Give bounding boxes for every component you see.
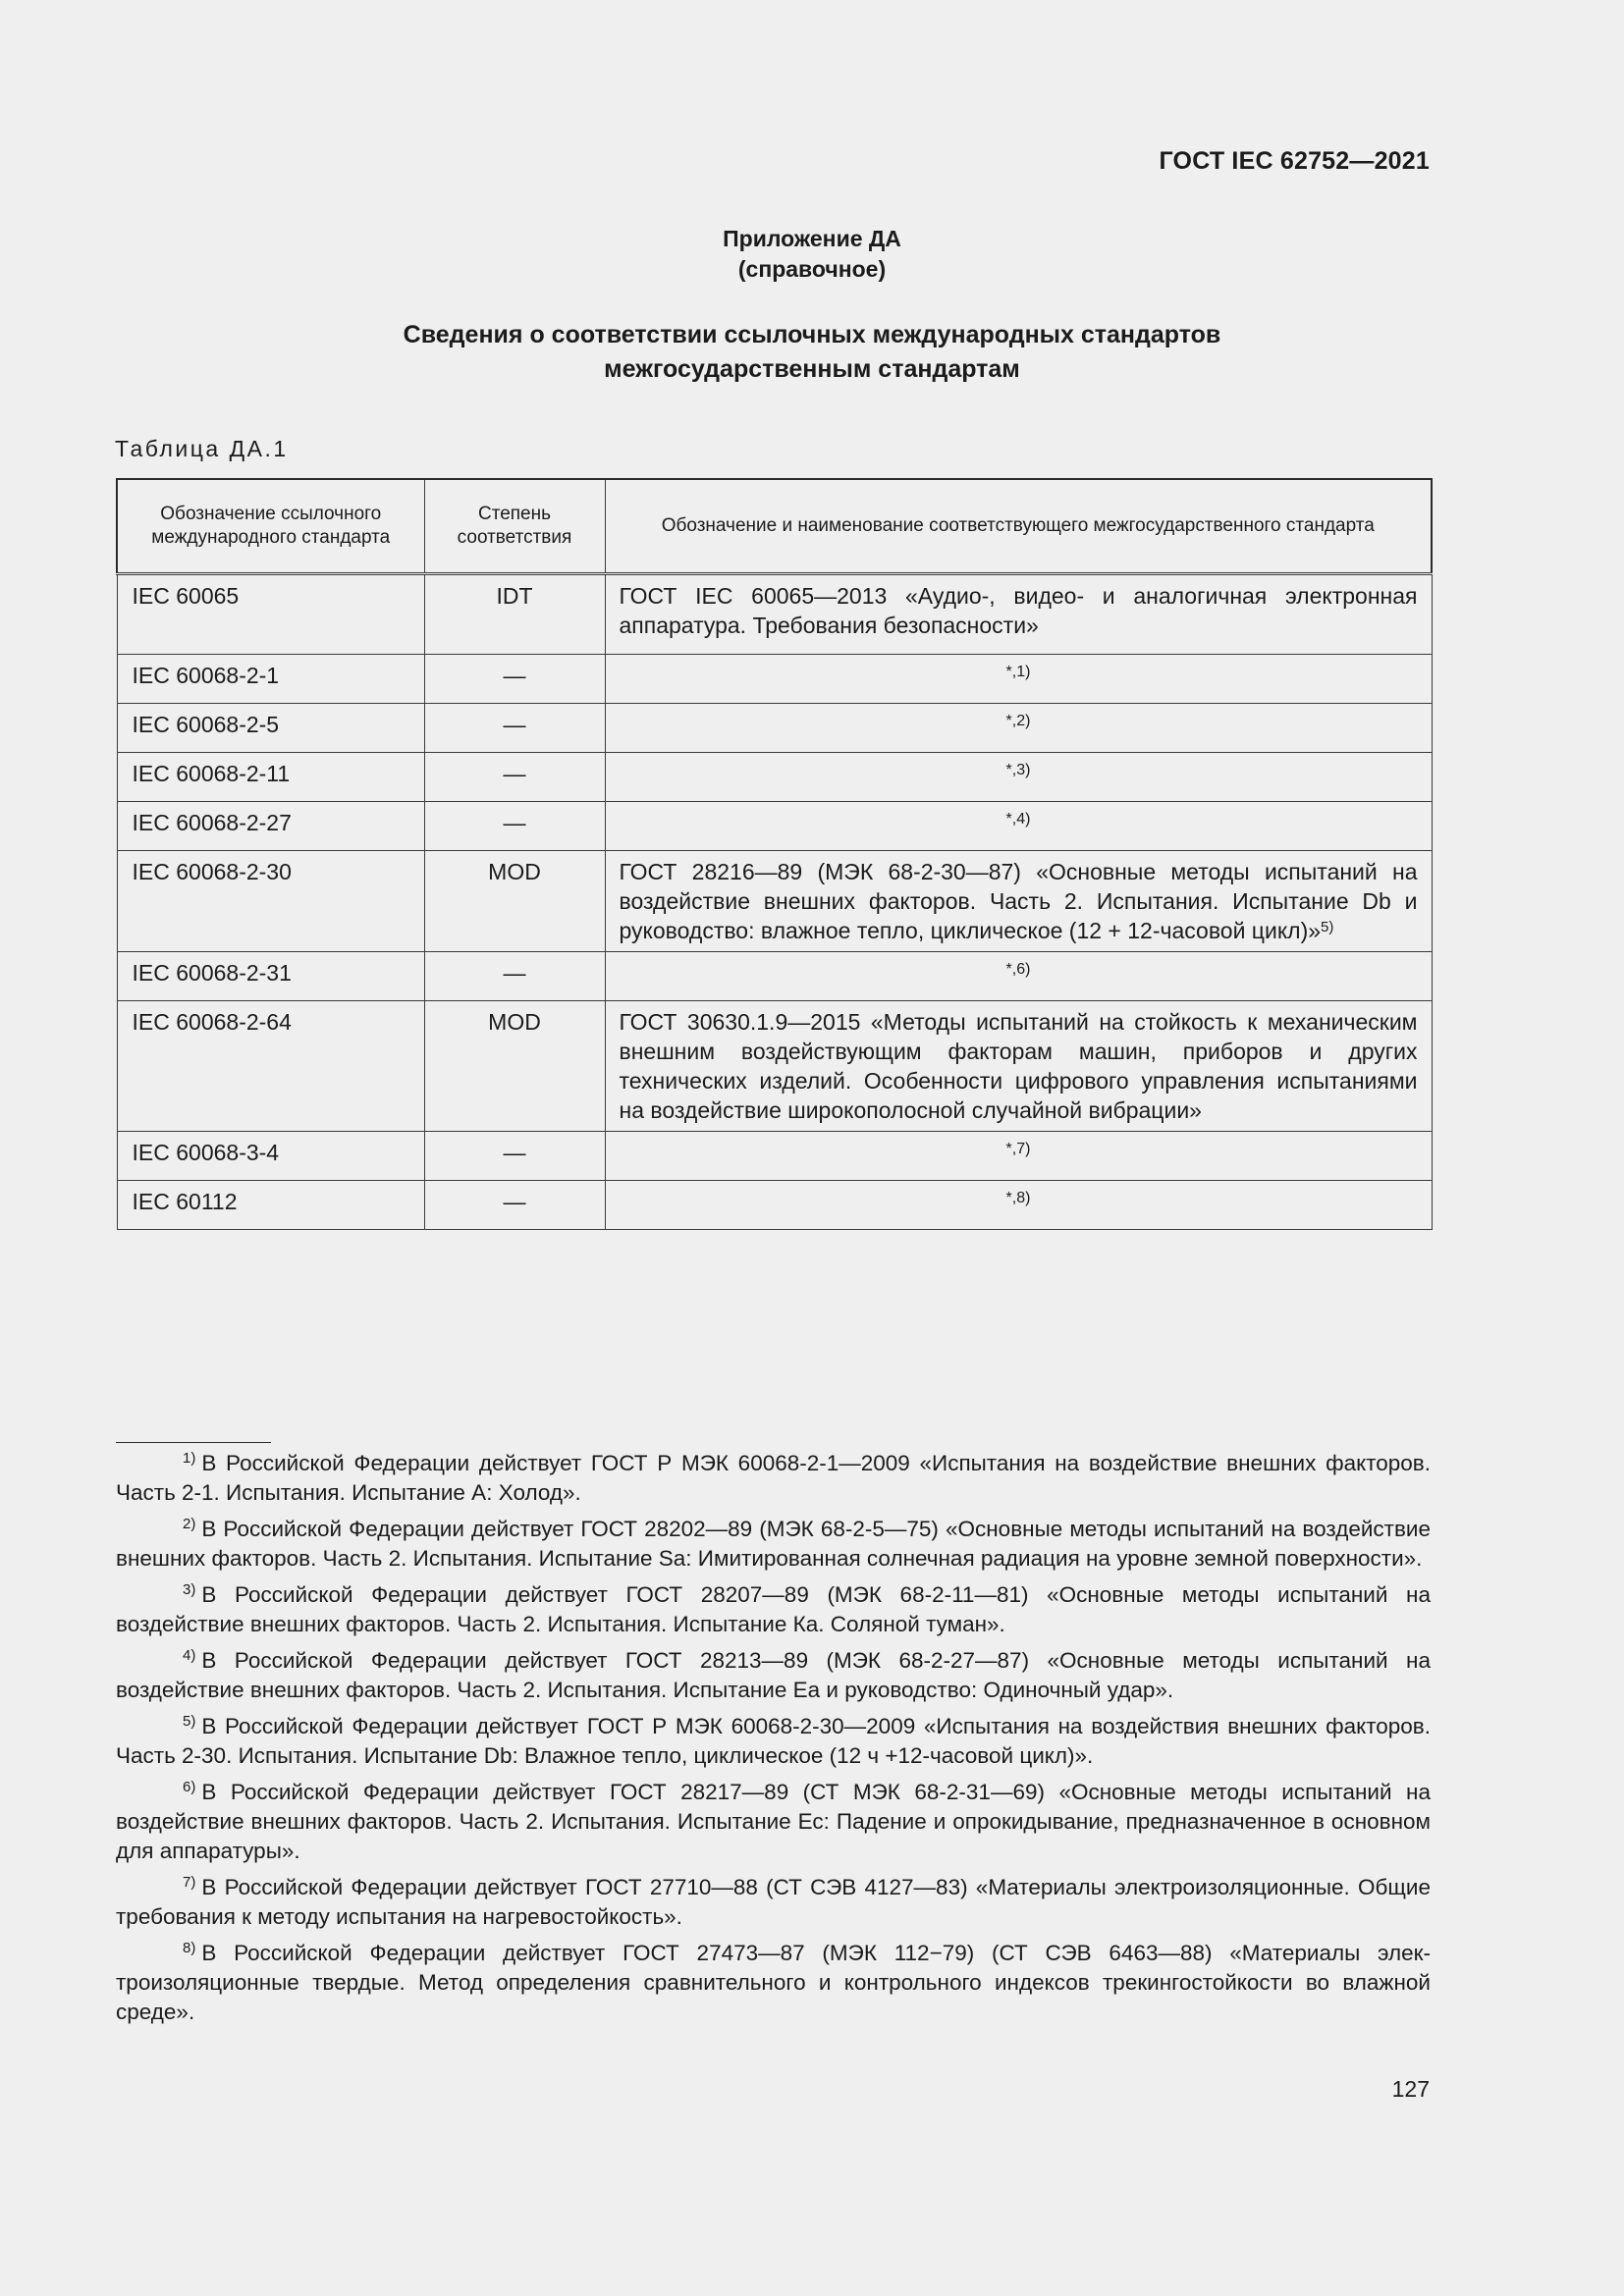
cell-degree: MOD bbox=[424, 1001, 605, 1132]
cell-name: *,2) bbox=[605, 704, 1432, 753]
cell-name: *,4) bbox=[605, 802, 1432, 851]
cell-reference: IEC 60068-3-4 bbox=[117, 1132, 424, 1181]
cell-degree: — bbox=[424, 952, 605, 1001]
table-row bbox=[117, 851, 1432, 952]
footnote-number: 3) bbox=[183, 1581, 196, 1598]
column-header-reference: Обозначение ссылочного международного стандарта bbox=[117, 479, 424, 574]
cell-name: *,1) bbox=[605, 655, 1432, 704]
footnote-number: 7) bbox=[183, 1874, 196, 1891]
footnote-separator bbox=[116, 1442, 271, 1443]
cell-degree: MOD bbox=[424, 851, 605, 952]
cell-reference: IEC 60068-2-64 bbox=[117, 1001, 424, 1132]
cell-reference: IEC 60065 bbox=[117, 574, 424, 655]
page-number: 127 bbox=[1391, 2076, 1430, 2102]
footnote-text: В Российской Федерации действует ГОСТ Р МЭК 60068-2-1—2009 «Испытания на воздействие внешних факторов. Часть 2-1. Испытания. Испытание А: Холод». bbox=[116, 1451, 1431, 1505]
footnote bbox=[116, 1778, 1431, 1866]
footnote-number: 8) bbox=[183, 1940, 196, 1956]
column-header-name: Обозначение и наименование соответствующего межгосударственного стандарта bbox=[605, 479, 1432, 574]
footnote-text: В Российской Федерации действует ГОСТ 27473—87 (МЭК 112−79) (СТ СЭВ 6463—88) «Материалы электроизоляционные твердые. Метод определения сравнительного и контрольного индексов трекингостойкости во влажной среде». bbox=[116, 1941, 1431, 2024]
annex-subtitle: (справочное) bbox=[737, 256, 887, 282]
footnote-number: 5) bbox=[183, 1713, 196, 1730]
annex-title: Приложение ДА bbox=[723, 226, 901, 251]
footnotes bbox=[116, 1449, 1431, 2034]
footnote bbox=[116, 1580, 1431, 1639]
section-title bbox=[0, 318, 1624, 387]
footnote-text: В Российской Федерации действует ГОСТ 28207—89 (МЭК 68-2-11—81) «Основные методы испытаний на воздействие внешних факторов. Часть 2. Испытания. Испытание Ка. Соляной туман». bbox=[116, 1582, 1431, 1636]
table-header-row bbox=[117, 479, 1432, 574]
table-row bbox=[117, 574, 1432, 655]
footnote bbox=[116, 1646, 1431, 1705]
cell-degree: — bbox=[424, 1132, 605, 1181]
footnote-text: В Российской Федерации действует ГОСТ 28217—89 (СТ МЭК 68-2-31—69) «Основные методы испытаний на воздействие внешних факторов. Часть 2. Испытания. Испытание Ес: Падение и опрокидывание, предназначенное в основном для аппаратуры». bbox=[116, 1780, 1431, 1863]
table-row bbox=[117, 1132, 1432, 1181]
cell-reference: IEC 60112 bbox=[117, 1181, 424, 1230]
annex-heading bbox=[0, 224, 1624, 285]
cell-degree: — bbox=[424, 753, 605, 802]
cell-degree: — bbox=[424, 1181, 605, 1230]
cell-degree: — bbox=[424, 704, 605, 753]
table-row bbox=[117, 952, 1432, 1001]
footnote-text: В Российской Федерации действует ГОСТ 27710—88 (СТ СЭВ 4127—83) «Материалы электроизоляционные. Общие требования к методу испытания на нагревостойкость». bbox=[116, 1875, 1431, 1929]
section-title-line-2: межгосударственным стандартам bbox=[604, 355, 1020, 383]
table-row bbox=[117, 1001, 1432, 1132]
column-header-degree: Степень соответствия bbox=[424, 479, 605, 574]
cell-name: *,6) bbox=[605, 952, 1432, 1001]
cell-reference: IEC 60068-2-5 bbox=[117, 704, 424, 753]
footnote-number: 6) bbox=[183, 1779, 196, 1795]
table-caption: Таблица ДА.1 bbox=[115, 436, 289, 461]
cell-reference: IEC 60068-2-11 bbox=[117, 753, 424, 802]
cell-reference: IEC 60068-2-1 bbox=[117, 655, 424, 704]
cell-reference: IEC 60068-2-27 bbox=[117, 802, 424, 851]
table-row bbox=[117, 1181, 1432, 1230]
table-row bbox=[117, 704, 1432, 753]
footnote-number: 4) bbox=[183, 1647, 196, 1664]
footnote bbox=[116, 1712, 1431, 1771]
cell-degree: — bbox=[424, 802, 605, 851]
cell-name: *,7) bbox=[605, 1132, 1432, 1181]
footnote-number: 2) bbox=[183, 1516, 196, 1532]
cell-name: *,3) bbox=[605, 753, 1432, 802]
cell-name bbox=[605, 851, 1432, 952]
footnote-text: В Российской Федерации действует ГОСТ 28213—89 (МЭК 68-2-27—87) «Основные методы испытаний на воздействие внешних факторов. Часть 2. Испытания. Испытание Еа и руководство: Одиночный удар». bbox=[116, 1648, 1431, 1702]
cell-name: ГОСТ 30630.1.9—2015 «Методы испытаний на стойкость к механическим внешним воздействующим факторам машин, приборов и других технических изделий. Особенности цифрового управления испытаниями на воздействие широкополосной случайной вибрации» bbox=[605, 1001, 1432, 1132]
footnote-number: 1) bbox=[183, 1450, 196, 1467]
footnote bbox=[116, 1515, 1431, 1574]
cell-name: ГОСТ IEC 60065—2013 «Аудио-, видео- и аналогичная электронная аппаратура. Требования безопасности» bbox=[605, 574, 1432, 655]
standards-correspondence-table bbox=[116, 478, 1433, 1230]
cell-reference: IEC 60068-2-30 bbox=[117, 851, 424, 952]
document-code: ГОСТ IEC 62752—2021 bbox=[1159, 147, 1430, 175]
cell-name-text: ГОСТ 28216—89 (МЭК 68-2-30—87) «Основные методы испытаний на воздействие внешних факторов. Часть 2. Испытания. Испытание Db и руководство: влажное тепло, циклическое (12 + 12-часовой цикл)» bbox=[619, 859, 1418, 943]
cell-name: *,8) bbox=[605, 1181, 1432, 1230]
table-row bbox=[117, 655, 1432, 704]
cell-degree: — bbox=[424, 655, 605, 704]
section-title-line-1: Сведения о соответствии ссылочных международных стандартов bbox=[403, 321, 1221, 348]
footnote-ref: 5) bbox=[1321, 919, 1334, 935]
cell-degree: IDT bbox=[424, 574, 605, 655]
footnote bbox=[116, 1939, 1431, 2027]
table-row bbox=[117, 753, 1432, 802]
footnote bbox=[116, 1449, 1431, 1508]
cell-reference: IEC 60068-2-31 bbox=[117, 952, 424, 1001]
footnote-text: В Российской Федерации действует ГОСТ Р МЭК 60068-2-30—2009 «Испытания на воздействия внешних факторов. Часть 2-30. Испытания. Испытание Db: Влажное тепло, циклическое (12 ч +12-часовой цикл)». bbox=[116, 1714, 1431, 1768]
footnote bbox=[116, 1873, 1431, 1932]
footnote-text: В Российской Федерации действует ГОСТ 28202—89 (МЭК 68-2-5—75) «Основные методы испытаний на воздействие внешних факторов. Часть 2. Испытания. Испытание Sa: Имитированная солнечная радиация на уровне земной поверхности». bbox=[116, 1517, 1431, 1571]
table-row bbox=[117, 802, 1432, 851]
